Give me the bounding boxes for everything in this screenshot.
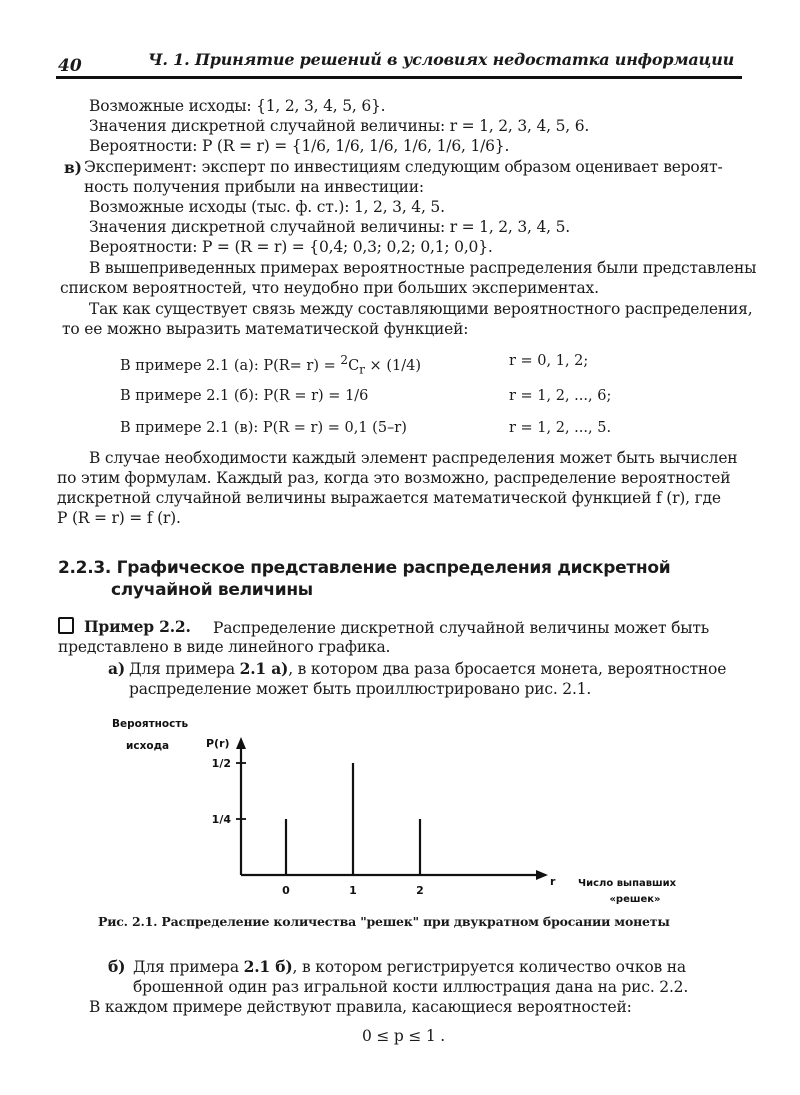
para3-line2: по этим формулам. Каждый раз, когда это возможно, распределение вероятностей [57,469,731,487]
chart-y-arrow [236,737,246,749]
x-tick-label: 0 [282,884,290,897]
rules-line: В каждом примере действуют правила, касающиеся вероятностей: [89,998,632,1016]
item-v-line2: ность получения прибыли на инвестиции: [84,178,424,196]
item-b-text-post: , в котором регистрируется количество очков на [292,958,686,976]
example-box-icon [58,617,74,634]
page-number: 40 [58,56,82,76]
formula-a-sub: r [359,362,365,377]
item-b-line2: брошенной один раз игральной кости иллюстрация дана на рис. 2.2. [133,978,689,996]
item-b-line1 [133,957,686,976]
chart-bars [286,763,420,875]
formula-a-range: r = 0, 1, 2; [509,353,589,369]
formula-a-tail: × (1/4) [364,357,421,374]
formula-v-range: r = 1, 2, ..., 5. [509,420,612,436]
x-tick-label: 2 [416,884,424,897]
para2-line1: Так как существует связь между составляющими вероятностного распределения, [89,300,753,318]
probs-b: Вероятности: P (R = r) = {1/6, 1/6, 1/6, 1/6, 1/6, 1/6}. [89,137,510,155]
item-b-text-pre: Для примера [133,958,244,976]
probs-v: Вероятности: P = (R = r) = {0,4; 0,3; 0,2; 0,1; 0,0}. [89,238,493,256]
chart-ylabel-line1: Вероятность [112,718,189,730]
item-a-text-post: , в котором два раза бросается монета, вероятностное [288,660,727,678]
chart-x-ticks [282,884,424,897]
header-rule [56,76,742,79]
values-b: Значения дискретной случайной величины: r = 1, 2, 3, 4, 5, 6. [89,117,590,135]
item-a-ref: 2.1 а) [239,659,289,678]
section-heading-line2: случайной величины [111,580,313,600]
item-a-line2: распределение может быть проиллюстрировано рис. 2.1. [129,680,592,698]
inequality: 0 ≤ p ≤ 1 . [362,1027,445,1045]
y-tick-label: 1/4 [211,813,231,826]
outcomes-v: Возможные исходы (тыс. ф. ст.): 1, 2, 3, 4, 5. [89,198,445,216]
item-a-line1 [129,659,726,678]
x-tick-label: 1 [349,884,357,897]
item-b-ref: 2.1 б) [243,957,293,976]
values-v: Значения дискретной случайной величины: r = 1, 2, 3, 4, 5. [89,218,571,236]
chart-ylabel-line2: исхода [126,740,170,752]
example-heading [58,617,191,636]
formula-a [120,353,421,377]
example-text-line2: представлено в виде линейного графика. [58,638,391,656]
chart-y-symbol: P(r) [206,737,230,750]
para3-line3: дискретной случайной величины выражается математической функцией f (r), где [57,489,721,507]
para1-line1: В вышеприведенных примерах вероятностные распределения были представлены [89,259,757,277]
para3-line1: В случае необходимости каждый элемент распределения может быть вычислен [89,449,738,467]
formula-b-range: r = 1, 2, ..., 6; [509,388,612,404]
formula-a-c: C [348,357,360,374]
y-tick-label: 1/2 [211,757,231,770]
example-title: Пример 2.2. [84,617,191,636]
item-v-line1: Эксперимент: эксперт по инвестициям следующим образом оценивает вероят- [84,158,723,176]
para2-line2: то ее можно выразить математической функцией: [62,320,469,338]
example-text-line1: Распределение дискретной случайной величины может быть [213,619,709,637]
item-b-marker: б) [108,957,126,976]
probability-chart [110,715,710,910]
formula-v: В примере 2.1 (в): P(R = r) = 0,1 (5–r) [120,420,407,436]
running-title: Ч. 1. Принятие решений в условиях недостатка информации [148,50,735,69]
formula-a-label: В примере 2.1 (а): P(R= r) = [120,357,341,374]
formula-a-sup: 2 [340,353,349,367]
item-a-marker: а) [108,659,125,678]
chart-xlabel-line1: Число выпавших [578,878,677,889]
section-heading-line1: 2.2.3. Графическое представление распределения дискретной [58,558,671,578]
chart-x-arrow [536,870,548,880]
para3-line4: P (R = r) = f (r). [57,509,181,527]
item-a-text-pre: Для примера [129,660,240,678]
chart-xlabel-line2: «решек» [609,894,661,905]
para1-line2: списком вероятностей, что неудобно при больших экспериментах. [60,279,599,297]
chart-x-symbol: r [550,875,556,888]
formula-b: В примере 2.1 (б): P(R = r) = 1/6 [120,388,369,404]
figure-caption: Рис. 2.1. Распределение количества "решек" при двукратном бросании монеты [98,914,670,929]
item-v-marker: в) [64,158,82,177]
outcomes-b: Возможные исходы: {1, 2, 3, 4, 5, 6}. [89,97,386,115]
